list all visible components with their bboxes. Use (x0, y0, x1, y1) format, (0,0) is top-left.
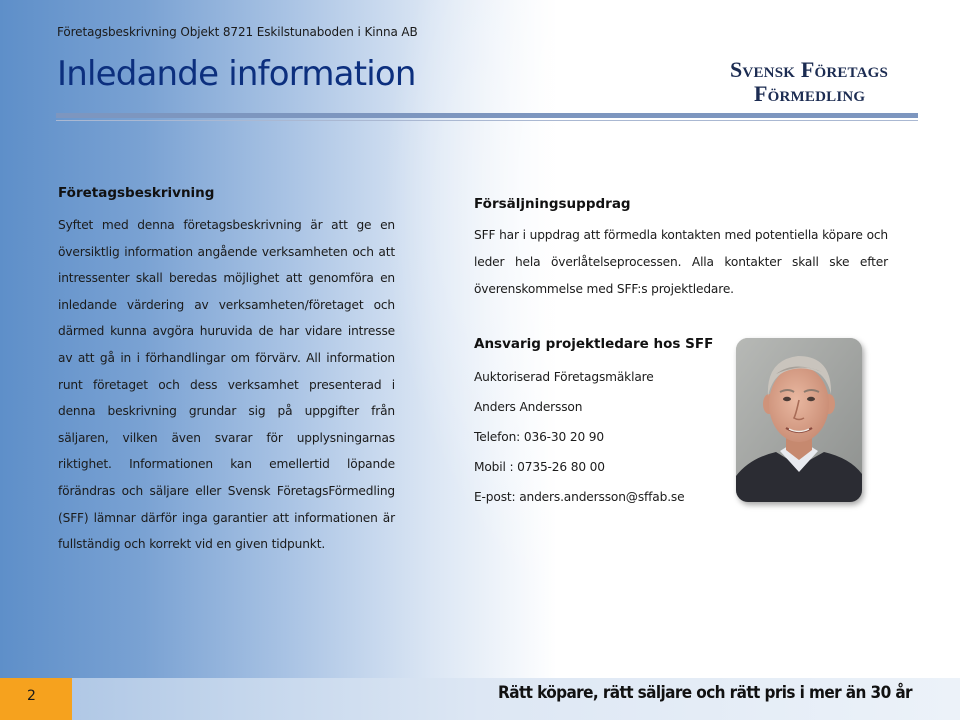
project-manager-heading: Ansvarig projektledare hos SFF (474, 336, 714, 352)
header-divider-thin (56, 120, 918, 121)
page-title: Inledande information (57, 54, 416, 94)
logo-line-1: Svensk Företags (730, 57, 889, 82)
company-description-section (58, 185, 395, 558)
contact-phone: Telefon: 036-30 20 90 (474, 430, 604, 444)
sff-logo (730, 58, 888, 106)
logo-line-2: Förmedling (754, 81, 866, 106)
sales-assignment-heading: Försäljningsuppdrag (474, 196, 631, 212)
portrait-image (736, 338, 862, 502)
header-divider (56, 113, 918, 118)
contact-role: Auktoriserad Företagsmäklare (474, 370, 654, 384)
project-manager-section (474, 336, 714, 512)
contact-name: Anders Andersson (474, 400, 583, 414)
project-manager-photo (736, 338, 862, 502)
sales-assignment-section (474, 196, 888, 303)
document-subtitle: Företagsbeskrivning Objekt 8721 Eskilstunaboden i Kinna AB (57, 25, 418, 39)
sales-assignment-body: SFF har i uppdrag att förmedla kontakten med potentiella köpare och leder hela överlåtelseprocessen. Alla kontakter skall ske efter överenskommelse med SFF:s projektledare. (474, 228, 888, 296)
contact-mobile: Mobil : 0735-26 80 00 (474, 460, 605, 474)
company-description-body: Syftet med denna företagsbeskrivning är att ge en översiktlig information angående verksamheten och att intressenter skall beredas möjlighet att genomföra en inledande värdering av verksamheten/företaget och därmed kunna avgöra huruvida de har vidare intresse av att gå in i förhandlingar om förvärv. All information runt företaget och dess verksamhet presenterad i denna beskrivning grundar sig på uppgifter från säljaren, vilken även svarar för upplysningarnas riktighet. Informationen kan emellertid löpande förändras och säljare eller Svensk FöretagsFörmedling (SFF) lämnar därför inga garantier att informationen är fullständig och korrekt vid en given tidpunkt. (58, 218, 395, 552)
footer-tagline: Rätt köpare, rätt säljare och rätt pris i mer än 30 år (498, 683, 912, 703)
page-number: 2 (0, 678, 72, 720)
contact-email[interactable]: E-post: anders.andersson@sffab.se (474, 490, 685, 504)
company-description-heading: Företagsbeskrivning (58, 185, 215, 201)
